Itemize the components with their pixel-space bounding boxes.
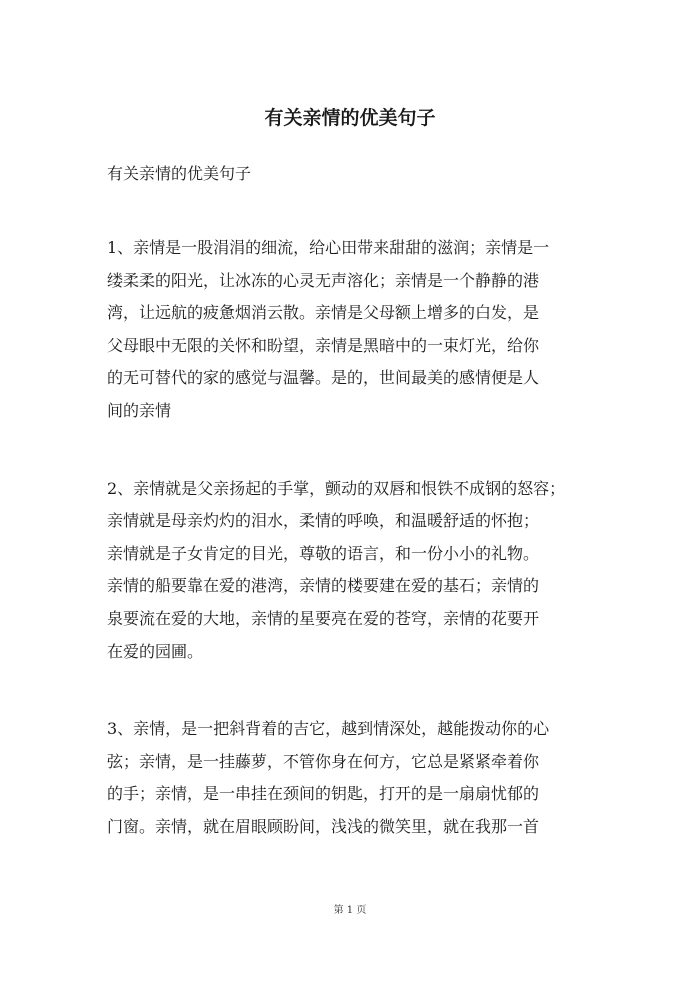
paragraph-line: 湾，让远航的疲惫烟消云散。亲情是父母额上增多的白发，是	[107, 303, 540, 323]
paragraph-line: 泉要流在爱的大地，亲情的星要亮在爱的苍穹，亲情的花要开	[107, 608, 540, 628]
paragraph-line: 1、亲情是一股涓涓的细流，给心田带来甜甜的滋润；亲情是一	[107, 238, 550, 257]
paragraph-line: 门窗。亲情，就在眉眼顾盼间，浅浅的微笑里，就在我那一首	[107, 816, 540, 836]
page-number: 第 1 页	[333, 905, 367, 916]
paragraph-3	[107, 713, 603, 843]
paragraph-line: 弦；亲情，是一挂藤萝，不管你身在何方，它总是紧紧牵着你	[107, 751, 540, 771]
paragraph-line: 3、亲情，是一把斜背着的吉它，越到情深处，越能拨动你的心	[107, 719, 550, 739]
paragraph-line: 亲情就是母亲灼灼的泪水，柔情的呼唤，和温暖舒适的怀抱；	[107, 511, 540, 531]
paragraph-2	[107, 473, 603, 669]
document-body	[107, 158, 603, 889]
paragraph-1	[107, 232, 603, 428]
paragraph-line: 缕柔柔的阳光，让冰冻的心灵无声溶化；亲情是一个静静的港	[107, 270, 540, 290]
document-subtitle: 有关亲情的优美句子	[107, 164, 252, 183]
paragraph-line: 的无可替代的家的感觉与温馨。是的，世间最美的感情便是人	[107, 368, 540, 388]
paragraph-line: 亲情的船要靠在爱的港湾，亲情的楼要建在爱的基石；亲情的	[107, 576, 540, 596]
document-title: 有关亲情的优美句子	[264, 107, 436, 129]
paragraph-line: 亲情就是子女肯定的目光，尊敬的语言，和一份小小的礼物。	[107, 543, 540, 563]
paragraph-line: 间的亲情	[107, 400, 172, 420]
paragraph-line: 2、亲情就是父亲扬起的手掌，颤动的双唇和恨铁不成钢的怒容；	[107, 478, 566, 498]
paragraph-line: 的手；亲情，是一串挂在颈间的钥匙，打开的是一扇扇忧郁的	[107, 784, 540, 804]
paragraph-line: 父母眼中无限的关怀和盼望，亲情是黑暗中的一束灯光，给你	[107, 335, 540, 355]
paragraph-line: 在爱的园圃。	[107, 641, 204, 661]
